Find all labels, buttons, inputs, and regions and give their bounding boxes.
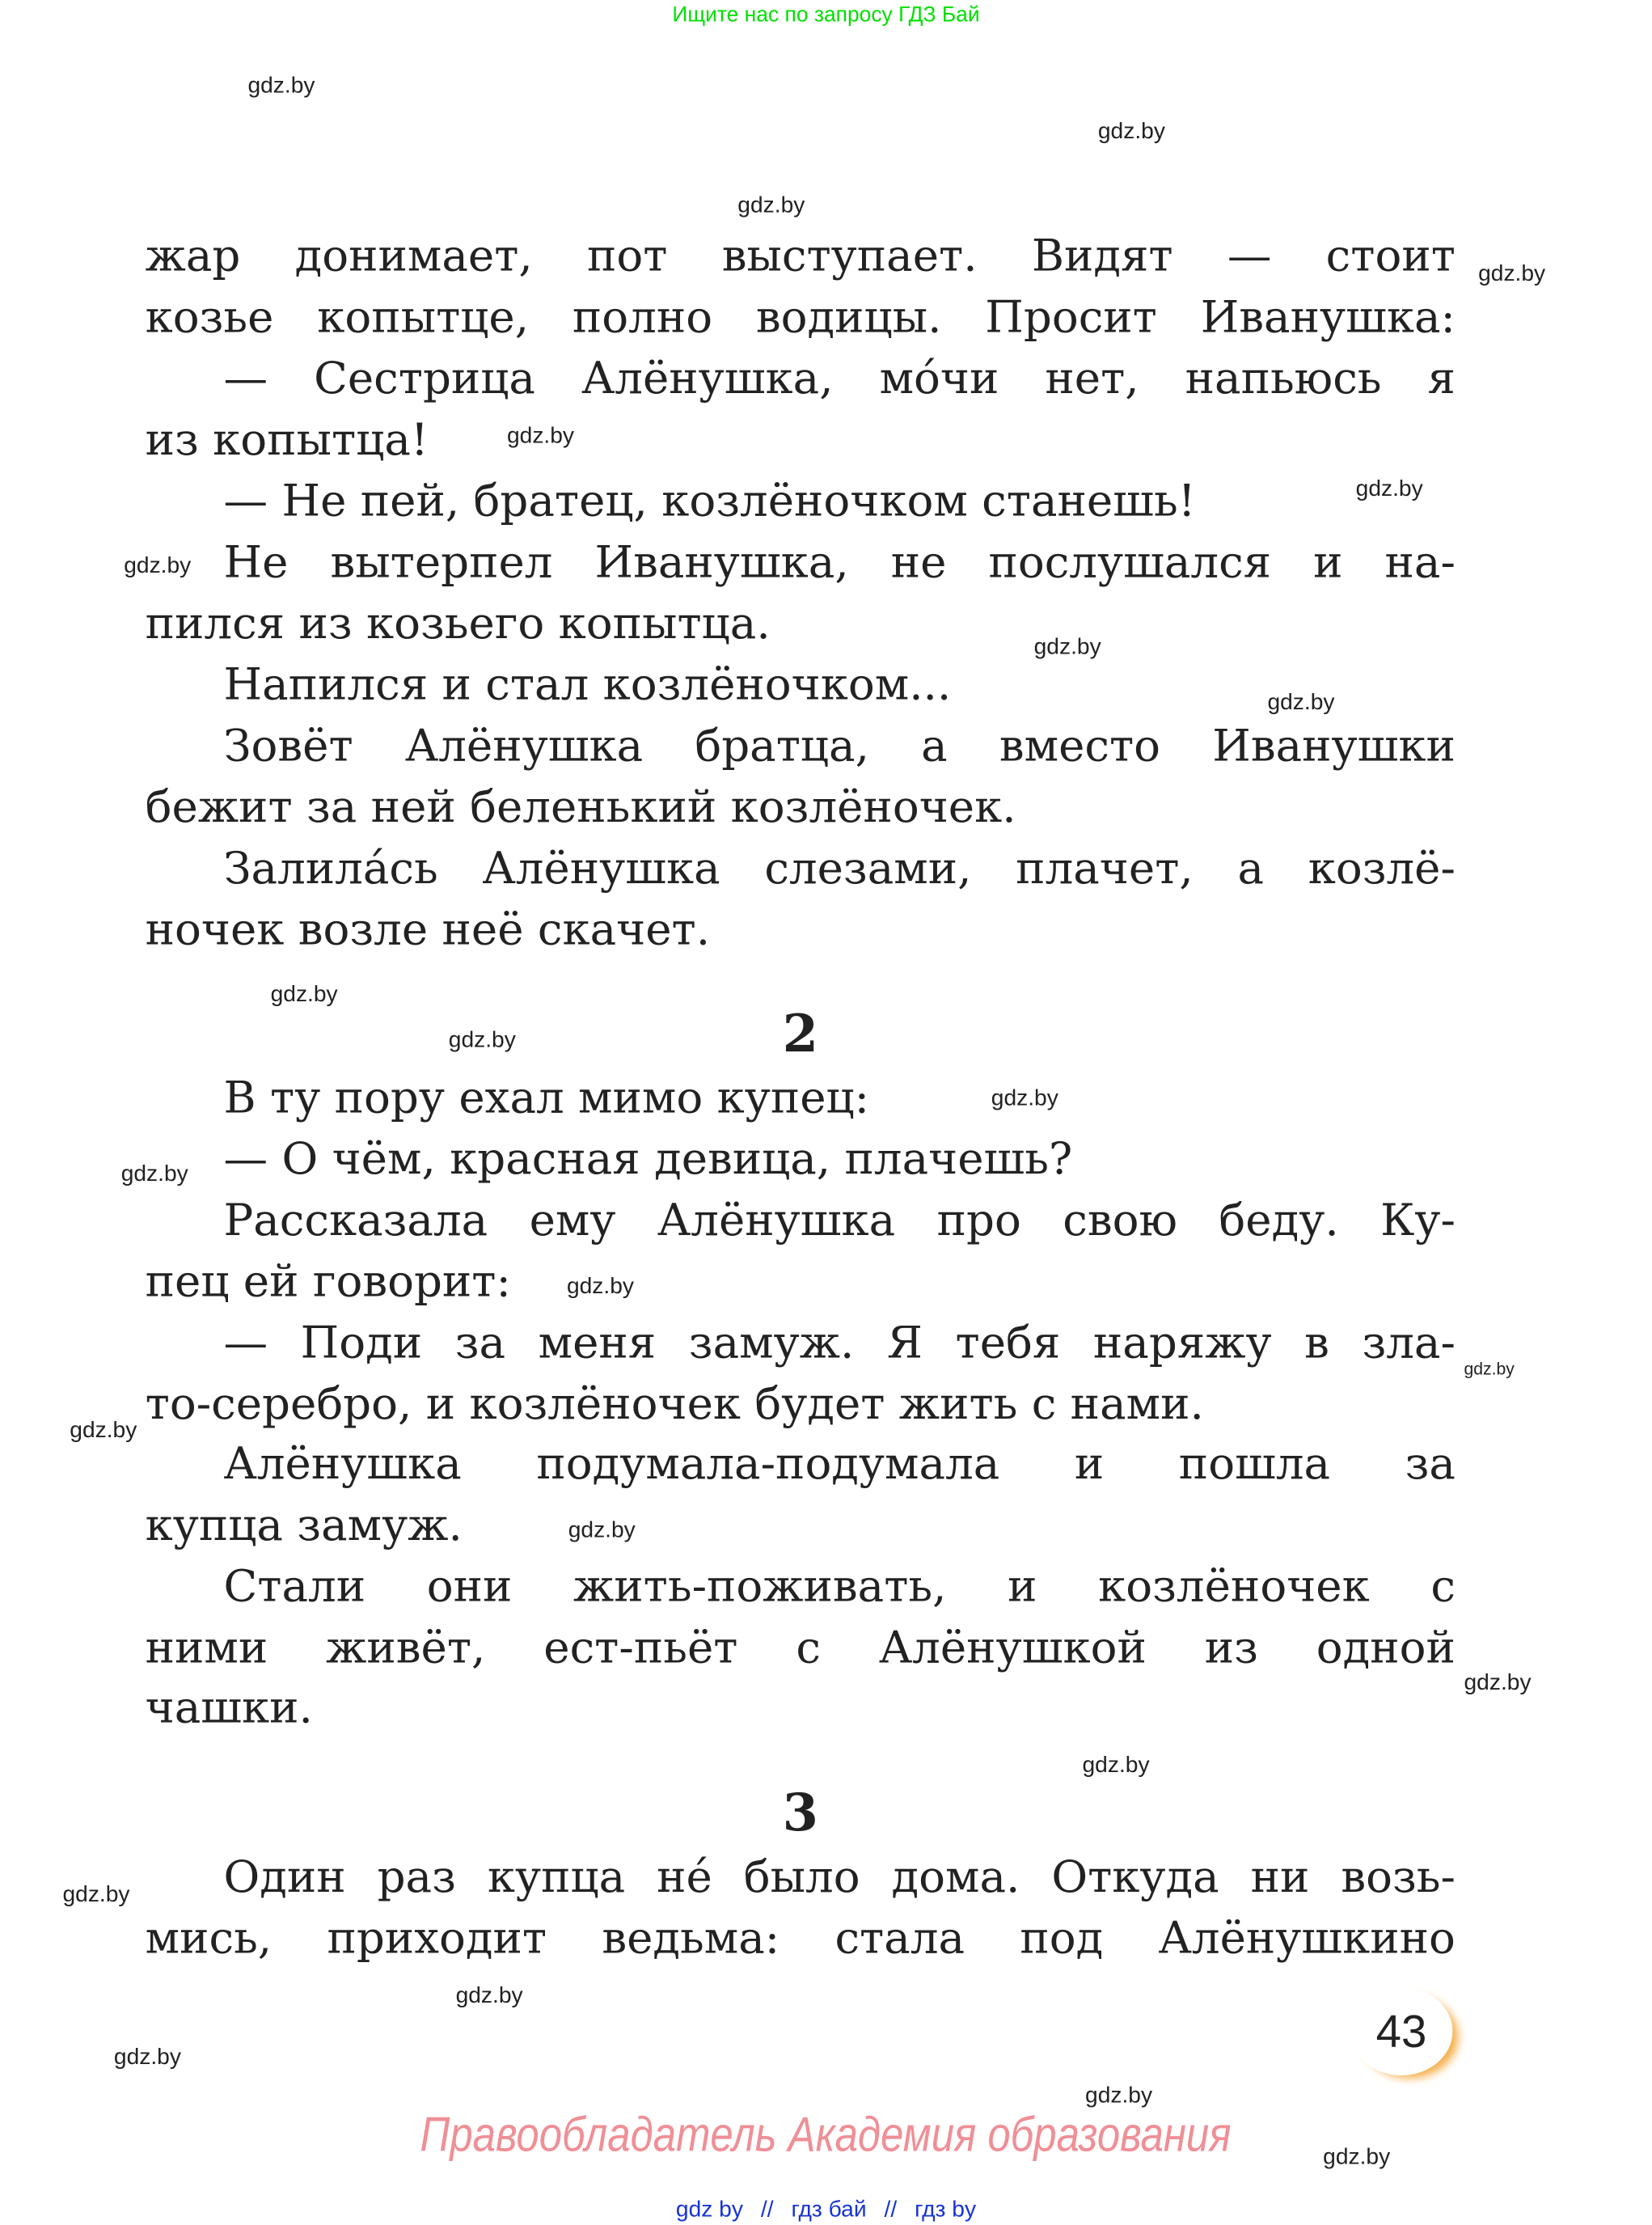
watermark: gdz.by — [1267, 691, 1335, 716]
section-number: 2 — [782, 1004, 818, 1064]
text-line: пился из козьего копытца. — [145, 598, 771, 650]
watermark: gdz.by — [120, 1162, 188, 1187]
footer-link-gdz-bai[interactable]: гдз бай — [791, 2198, 867, 2223]
search-banner: Ищите нас по запросу ГДЗ Бай — [672, 2, 980, 27]
rights-holder-notice: Правообладатель Академия образования — [420, 2108, 1232, 2163]
watermark: gdz.by — [62, 1883, 130, 1908]
watermark: gdz.by — [1097, 119, 1165, 144]
text-line: Один раз купца не́ было дома. Откуда ни возь- — [223, 1851, 1456, 1903]
text-line: В ту пору ехал мимо купец: — [223, 1072, 870, 1124]
text-line: Рассказала ему Алёнушка про свою беду. Ку- — [223, 1195, 1456, 1247]
section-number: 3 — [782, 1783, 818, 1843]
footer-link-gdz-by[interactable]: gdz by — [675, 2198, 743, 2223]
footer-link-gdz-by-cyr[interactable]: гдз by — [915, 2198, 977, 2223]
watermark: gdz.by — [270, 983, 338, 1008]
watermark: gdz.by — [70, 1419, 137, 1444]
watermark: gdz.by — [1478, 262, 1546, 287]
watermark: gdz.by — [1085, 2083, 1153, 2109]
text-line: мись, приходит ведьма: стала под Алёнушкино — [145, 1913, 1456, 1965]
text-line: — Сестрица Алёнушка, мо́чи нет, напьюсь я — [223, 353, 1456, 405]
text-line: Алёнушка подумала-подумала и пошла за — [223, 1438, 1456, 1491]
watermark: gdz.by — [124, 554, 192, 579]
watermark: gdz.by — [448, 1028, 516, 1053]
text-line: из копытца! — [145, 414, 429, 466]
text-line: купца замуж. — [145, 1500, 463, 1551]
watermark: gdz.by — [1355, 477, 1423, 501]
text-line: Напился и стал козлёночком... — [223, 659, 952, 711]
watermark: gdz.by — [1033, 635, 1101, 660]
watermark: gdz.by — [247, 74, 315, 99]
text-line: — Не пей, братец, козлёночком станешь! — [223, 476, 1196, 527]
text-line: жар донимает, пот выступает. Видят — стоит — [145, 231, 1456, 282]
text-line: Залила́сь Алёнушка слезами, плачет, а козлё- — [223, 843, 1456, 895]
watermark: gdz.by — [455, 1984, 523, 2009]
text-line: чашки. — [145, 1681, 313, 1734]
watermark: gdz.by — [991, 1086, 1058, 1111]
watermark: gdz.by — [566, 1275, 634, 1300]
text-line: ними живёт, ест-пьёт с Алёнушкой из одной — [145, 1622, 1456, 1674]
text-line: бежит за ней беленький козлёночек. — [145, 781, 1016, 834]
watermark: gdz.by — [568, 1518, 636, 1543]
text-line: пец ей говорит: — [145, 1256, 511, 1308]
text-line: ночек возле неё скачет. — [145, 904, 711, 956]
watermark: gdz.by — [506, 424, 575, 449]
text-line: то-серебро, и козлёночек будет жить с нами. — [145, 1378, 1204, 1431]
watermark: gdz.by — [1082, 1753, 1150, 1778]
text-line: Зовёт Алёнушка братца, а вместо Иванушки — [223, 721, 1456, 772]
watermark: gdz.by — [737, 193, 805, 218]
text-line: — О чём, красная девица, плачешь? — [223, 1133, 1073, 1186]
footer-links — [0, 2198, 1652, 2224]
footer-separator: // — [760, 2198, 774, 2223]
footer-separator: // — [884, 2198, 898, 2223]
watermark: gdz.by — [1464, 1359, 1515, 1379]
text-line: — Поди за меня замуж. Я тебя наряжу в зла- — [223, 1318, 1456, 1369]
watermark: gdz.by — [1464, 1670, 1532, 1695]
text-line: Стали они жить-поживать, и козлёночек с — [223, 1561, 1456, 1613]
page-number: 43 — [1350, 1987, 1453, 2075]
text-line: козье копытце, полно водицы. Просит Иванушка: — [145, 292, 1456, 344]
watermark: gdz.by — [1323, 2145, 1391, 2170]
text-line: Не вытерпел Иванушка, не послушался и на- — [223, 536, 1456, 589]
watermark: gdz.by — [113, 2045, 181, 2071]
